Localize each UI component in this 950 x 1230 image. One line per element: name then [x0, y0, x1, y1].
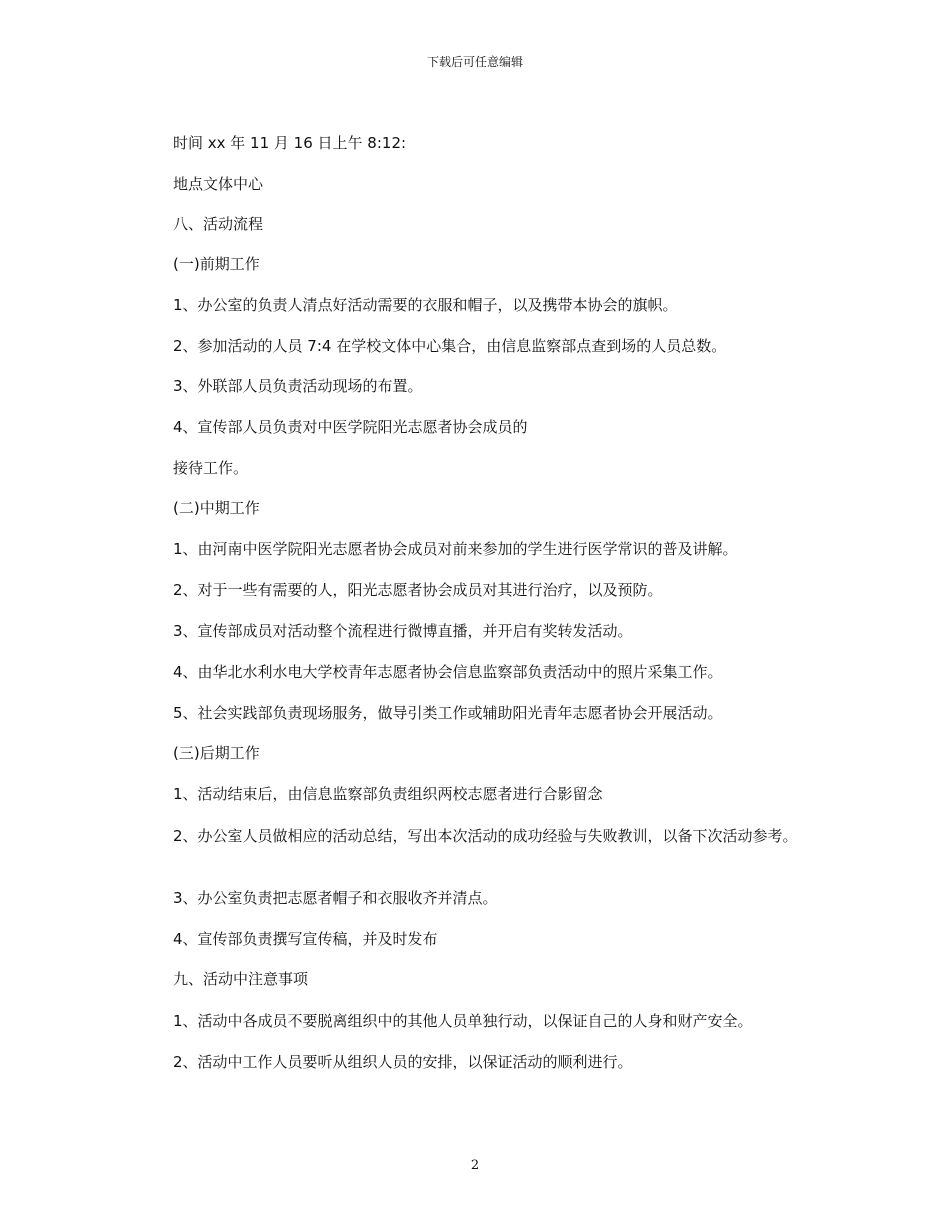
middle-work-item-1: 1、由河南中医学院阳光志愿者协会成员对前来参加的学生进行医学常识的普及讲解。 — [173, 540, 738, 558]
section-heading-notes: 九、活动中注意事项 — [173, 970, 309, 988]
early-work-item-2: 2、参加活动的人员 7:4 在学校文体中心集合，由信息监察部点查到场的人员总数。 — [173, 337, 727, 355]
subheading-middle-work: (二)中期工作 — [173, 499, 260, 517]
location-line: 地点文体中心 — [173, 175, 264, 193]
early-work-item-4-continued: 接待工作。 — [173, 459, 249, 477]
page-header: 下载后可任意编辑 — [426, 55, 523, 69]
middle-work-item-4: 4、由华北水利水电大学校青年志愿者协会信息监察部负责活动中的照片采集工作。 — [173, 663, 723, 681]
middle-work-item-5: 5、社会实践部负责现场服务，做导引类工作或辅助阳光青年志愿者协会开展活动。 — [173, 704, 723, 722]
subheading-early-work: (一)前期工作 — [173, 255, 260, 273]
early-work-item-3: 3、外联部人员负责活动现场的布置。 — [173, 377, 423, 395]
subheading-late-work: (三)后期工作 — [173, 744, 260, 762]
middle-work-item-2: 2、对于一些有需要的人，阳光志愿者协会成员对其进行治疗，以及预防。 — [173, 581, 663, 599]
page-number: 2 — [470, 1158, 480, 1173]
late-work-item-2: 2、办公室人员做相应的活动总结，写出本次活动的成功经验与失败教训，以备下次活动参考。 — [173, 827, 798, 845]
notes-item-1: 1、活动中各成员不要脱离组织中的其他人员单独行动，以保证自己的人身和财产安全。 — [173, 1012, 753, 1030]
middle-work-item-3: 3、宣传部成员对活动整个流程进行微博直播，并开启有奖转发活动。 — [173, 622, 633, 640]
early-work-item-4: 4、宣传部人员负责对中医学院阳光志愿者协会成员的 — [173, 418, 528, 436]
late-work-item-3: 3、办公室负责把志愿者帽子和衣服收齐并清点。 — [173, 889, 498, 907]
time-line: 时间 xx 年 11 月 16 日上午 8:12: — [173, 134, 407, 152]
notes-item-2: 2、活动中工作人员要听从组织人员的安排，以保证活动的顺利进行。 — [173, 1053, 633, 1071]
early-work-item-1: 1、办公室的负责人清点好活动需要的衣服和帽子，以及携带本协会的旗帜。 — [173, 296, 678, 314]
section-heading-process: 八、活动流程 — [173, 215, 264, 233]
late-work-item-4: 4、宣传部负责撰写宣传稿，并及时发布 — [173, 930, 438, 948]
late-work-item-1: 1、活动结束后，由信息监察部负责组织两校志愿者进行合影留念 — [173, 785, 603, 803]
